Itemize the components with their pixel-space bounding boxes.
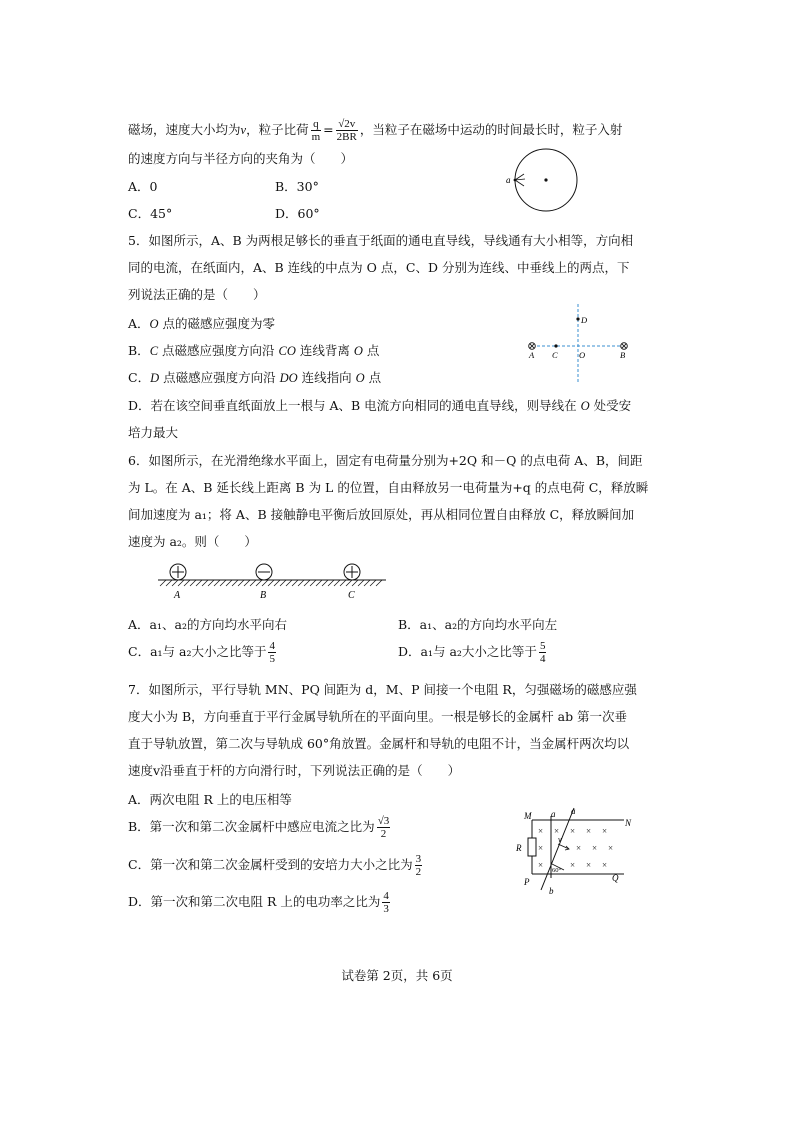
- q7-opt-d-text: D．第一次和第二次电阻 R 上的电功率之比为: [128, 894, 381, 909]
- q4-line1: [128, 118, 622, 143]
- q5-option-b: [128, 342, 379, 360]
- q7-label-angle: 60°: [552, 867, 562, 874]
- q4-fig-label-a: a: [506, 175, 511, 185]
- q6-option-a: A．a₁、a₂的方向均水平向右: [128, 617, 287, 632]
- q5-fig-label-D: D: [581, 315, 588, 325]
- q5-opt-d-post: 处受安: [589, 398, 632, 413]
- q7-opt-c-frac: [415, 853, 423, 878]
- q4-text-c: ，当粒子在磁场中运动的时间最长时，粒子入射: [359, 122, 623, 137]
- q5-opt-a-pre: A．: [128, 316, 150, 331]
- q7-cross: ×: [554, 826, 560, 836]
- q7-cross: ×: [608, 843, 614, 853]
- q5-opt-b-v2: CO: [278, 344, 296, 358]
- q4-frac-q: q: [311, 118, 322, 131]
- q5-opt-c-mid: 点磁感应强度方向沿: [159, 370, 280, 385]
- q5-opt-d-pre: D．若在该空间垂直纸面放上一根与 A、B 电流方向相同的通电直导线，则导线在: [128, 398, 581, 413]
- q4-text-a: 磁场，速度大小均为: [128, 122, 241, 137]
- q5-option-a: [128, 315, 275, 333]
- q6-opt-d-num: 5: [539, 640, 546, 652]
- q7-opt-b-text: B．第一次和第二次金属杆中感应电流之比为: [128, 819, 375, 834]
- q6-option-c: [128, 640, 278, 665]
- q7-cross: ×: [592, 843, 598, 853]
- q5-fig-label-B: B: [620, 350, 626, 360]
- q7-opt-d-num: 4: [383, 890, 389, 902]
- q7-opt-b-frac: [377, 815, 391, 840]
- q7-cross: ×: [570, 860, 576, 870]
- q7-label-a2: a: [571, 806, 576, 816]
- q7-cross: ×: [538, 826, 544, 836]
- q7-label-P: P: [524, 877, 530, 887]
- q5-option-d-line2: 培力最大: [128, 425, 179, 440]
- q5-option-c: [128, 369, 381, 387]
- q6-line3: 间加速度为 a₁；将 A、B 接触静电平衡后放回原处，再从相同位置自由释放 C，释放瞬间加: [128, 507, 635, 522]
- q7-option-c: [128, 853, 424, 878]
- q6-opt-d-den: 4: [539, 653, 546, 665]
- q4-frac-den: 2BR: [336, 131, 357, 143]
- q7-cross: ×: [602, 860, 608, 870]
- q5-opt-b-mid2: 连线背离: [295, 343, 354, 358]
- q7-option-a: A．两次电阻 R 上的电压相等: [128, 792, 292, 807]
- q6-opt-d-frac: [539, 640, 547, 665]
- q6-line1: 6．如图所示，在光滑绝缘水平面上，固定有电荷量分别为+2Q 和－Q 的点电荷 A、B，间距: [128, 453, 643, 468]
- q7-label-R: R: [516, 843, 522, 853]
- q7-opt-b-den: 2: [380, 828, 387, 840]
- q4-text-b: ，粒子比荷: [246, 122, 309, 137]
- q6-opt-c-den: 5: [269, 653, 275, 665]
- page-footer: 试卷第 2页，共 6页: [341, 968, 453, 983]
- q7-line2: 度大小为 B，方向垂直于平行金属导轨所在的平面向里。一根是够长的金属杆 ab 第一次垂: [128, 709, 628, 724]
- q5-opt-c-pre: C．: [128, 370, 151, 385]
- q4-line2: 的速度方向与半径方向的夹角为（ ）: [128, 151, 354, 166]
- q5-opt-a-post: 点的磁感应强度为零: [158, 316, 276, 331]
- q6-fig-label-C: C: [348, 590, 355, 601]
- q7-opt-c-num: 3: [415, 853, 422, 865]
- q5-fig-label-O: O: [579, 350, 586, 360]
- q5-opt-b-mid: 点磁感应强度方向沿: [158, 343, 279, 358]
- q7-label-b: b: [549, 886, 554, 896]
- q5-opt-c-v1: D: [150, 371, 160, 385]
- q7-label-a1: a: [551, 809, 556, 819]
- q6-option-b: B．a₁、a₂的方向均水平向左: [398, 617, 558, 632]
- q7-cross: ×: [586, 826, 592, 836]
- q7-line1: 7．如图所示，平行导轨 MN、PQ 间距为 d，M、P 间接一个电阻 R，匀强磁场的磁感应强: [128, 682, 637, 697]
- q7-option-d: [128, 890, 392, 915]
- q7-label-Q: Q: [612, 873, 619, 883]
- q5-opt-c-mid2: 连线指向: [297, 370, 356, 385]
- q6-fig-label-B: B: [260, 590, 267, 601]
- q7-line4: 速度v沿垂直于杆的方向滑行时，下列说法正确的是（ ）: [128, 763, 461, 778]
- q5-fig-label-A: A: [529, 350, 535, 360]
- q5-opt-c-v3: O: [355, 371, 365, 385]
- q7-label-M: M: [524, 811, 532, 821]
- q7-cross: ×: [538, 860, 544, 870]
- q6-opt-c-text: C．a₁与 a₂大小之比等于: [128, 644, 267, 659]
- q5-opt-d-var: O: [580, 399, 590, 413]
- q4-var-v: v: [240, 123, 247, 137]
- q7-opt-d-den: 3: [383, 903, 389, 915]
- q4-eq: =: [323, 122, 334, 137]
- q5-opt-b-pre: B．: [128, 343, 150, 358]
- q5-option-d: [128, 397, 631, 415]
- q5-opt-b-v1: C: [149, 344, 159, 358]
- q4-frac-qm: [311, 118, 322, 143]
- q5-line1: 5．如图所示，A、B 为两根足够长的垂直于纸面的通电直导线，导线通有大小相等，方向相: [128, 233, 634, 248]
- q4-option-b: B．30°: [275, 179, 319, 194]
- q6-opt-c-frac: [268, 640, 276, 665]
- q7-label-v: v: [558, 835, 562, 844]
- q5-opt-c-post: 点: [364, 370, 382, 385]
- q4-option-c: C．45°: [128, 206, 173, 221]
- q4-figure-circle: [500, 146, 586, 214]
- q6-fig-label-A: A: [174, 590, 181, 601]
- q7-line3: 直于导轨放置，第二次与导轨成 60°角放置。金属杆和导轨的电阻不计，当金属杆两次均以: [128, 736, 630, 751]
- q7-field-crosses: [538, 826, 613, 870]
- q5-opt-a-var: O: [149, 317, 159, 331]
- q6-line2: 为 L。在 A、B 延长线上距离 B 为 L 的位置，自由释放另一电荷量为+q 的点电荷 C，释放瞬: [128, 480, 649, 495]
- q7-opt-c-den: 2: [415, 866, 422, 878]
- q4-frac-num: √2v: [336, 118, 358, 131]
- q5-fig-label-C: C: [552, 350, 558, 360]
- q7-cross: ×: [576, 843, 582, 853]
- q7-opt-b-num: √3: [377, 815, 390, 827]
- q5-figure-wires: [522, 302, 634, 384]
- q7-cross: ×: [586, 860, 592, 870]
- q6-line4: 速度为 a₂。则（ ）: [128, 534, 257, 549]
- q5-opt-b-v3: O: [353, 344, 363, 358]
- q5-line3: 列说法正确的是（ ）: [128, 287, 266, 302]
- q5-opt-c-v2: DO: [279, 371, 298, 385]
- q5-opt-b-post: 点: [362, 343, 380, 358]
- q7-opt-d-frac: [382, 890, 390, 915]
- q6-opt-d-text: D．a₁与 a₂大小之比等于: [398, 644, 537, 659]
- q7-opt-c-text: C．第一次和第二次金属杆受到的安培力大小之比为: [128, 857, 413, 872]
- q5-line2: 同的电流，在纸面内，A、B 连线的中点为 O 点，C、D 分别为连线、中垂线上的两点，下: [128, 260, 630, 275]
- q7-figure-rails: [508, 806, 634, 896]
- q4-frac-value: [336, 118, 358, 143]
- q7-label-N: N: [625, 818, 632, 828]
- q7-option-b: [128, 815, 392, 840]
- q6-figure-charges: [150, 560, 390, 604]
- q4-option-a: A．0: [128, 179, 158, 194]
- q7-cross: ×: [602, 826, 608, 836]
- q4-option-d: D．60°: [275, 206, 320, 221]
- q7-cross: ×: [570, 826, 576, 836]
- q7-cross: ×: [538, 843, 544, 853]
- q6-option-d: [398, 640, 548, 665]
- q6-opt-c-num: 4: [269, 640, 275, 652]
- q4-frac-m: m: [311, 131, 321, 143]
